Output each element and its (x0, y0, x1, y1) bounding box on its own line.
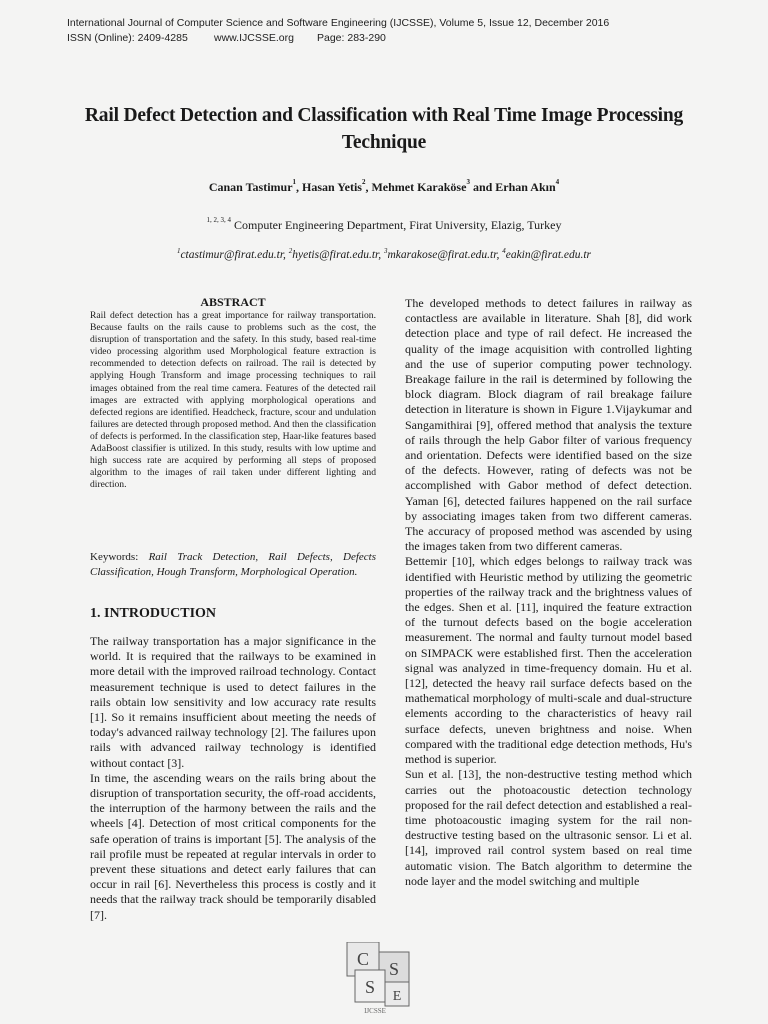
journal-logo (345, 942, 413, 1016)
body-paragraph: Sun et al. [13], the non-destructive testing method which carries out the photoacoustic detection technology proposed for the rail defect detection and established a real-time photoacoustic imaging system for the rail non-destructive testing based on the ultrasonic sensor. Li et al. [14], improved rail control system based on real time automatic vision. The Batch algorithm to determine the node layer and the model switching and multiple (405, 767, 692, 888)
right-column-body (405, 296, 692, 889)
authors: Canan Tastimur$^1$, Hasan Yetis$^2$, Mehmet Karaköse$^3$ and Erhan Akın$^4$ (208, 178, 560, 194)
intro-paragraph: In time, the ascending wears on the rails bring about the disruption of transportation security, the off-road accidents, the interruption of the harmony between the rails and the wheels [4]. Detection of most critical components for the safe operation of trains is important [5]. The analysis of the rail profile must be repeated at regular intervals in order to prevent these situations and detect early failures that can occur in rail [6]. Nevertheless this process is costly and it needs that the railway track should be temporarily disabled [7]. (90, 770, 376, 922)
logo-letter: C (356, 949, 370, 969)
section-heading-introduction: 1. INTRODUCTION (90, 606, 217, 621)
affiliation-marks: 1, 2, 3, 4 (206, 216, 231, 224)
abstract-heading: ABSTRACT (200, 295, 266, 309)
abstract-body: Rail defect detection has a great importance for railway transportation. Because faults on the rails cause to problems such as the cost, the disruption of transportation and the safety. In this study, based real-time video processing algorithm used Morphological feature extraction is recommended to detection defects on railroad. The rail is detected by applying Hough Transform and image processing techniques to rail images obtained from the real time camera. Features of the detected rail images are extracted with applying morphological operations and defected regions are identified. Headcheck, fracture, scour and undulation failures are detected through proposed method. And then the classification of defects is performed. In the classification step, Haar-like features based AdaBoost classifier is utilized. In this study, results with low uptime and high success rate are acquired by performing all steps of proposed algorithm to the images of rail taken under different lighting and direction. (90, 310, 376, 491)
logo-letter: S (388, 959, 400, 979)
body-paragraph: Bettemir [10], which edges belongs to railway track was identified with Heuristic method by utilizing the geometric properties of the railway track and the brightness values of the edges. Shen et al. [11], inquired the feature extraction of the turnout defects based on the bogie acceleration measurement. The normal and faulty turnout model based on SIMPACK were established first. Then the acceleration signal was analyzed in time-frequency domain. Hu et al. [12], detected the heavy rail surface defects based on the mathematical morphology of multi-scale and dual-structure elements according to the characteristics of heavy rail surface defects, uneven brightness and noise. When compared with the traditional edge detection methods, Hu's method is superior. (405, 554, 692, 767)
paper-title: Rail Defect Detection and Classification with Real Time Image Processing Technique (84, 105, 684, 153)
logo-letter: E (392, 989, 402, 1004)
journal-header (67, 16, 609, 46)
affiliation (60, 218, 708, 233)
introduction-body (90, 634, 376, 923)
keywords (90, 550, 376, 580)
author-list (60, 180, 708, 195)
journal-line: International Journal of Computer Science and Software Engineering (IJCSSE), Volume 5, Issue 12, December 2016 (67, 17, 610, 29)
keywords-label: Keywords: (90, 551, 139, 563)
author-emails (60, 249, 708, 261)
logo-letter: S (364, 977, 376, 997)
page-range: Page: 283-290 (317, 32, 386, 44)
website[interactable]: www.IJCSSE.org (214, 32, 294, 44)
affiliation-text: Computer Engineering Department, Firat University, Elazig, Turkey (234, 218, 562, 232)
journal-meta-row (67, 31, 609, 46)
intro-paragraph: The railway transportation has a major significance in the world. It is required that the railways to be examined in more detail with the improved railroad technology. Contact measurement technique is used to detect failures in the rails obtain low sensitivity and low accuracy rate results [1]. So it remains insufficient about meeting the needs of today's advanced railway technology [2]. The failures upon rails with advanced railway technology is identified without contact [3]. (90, 634, 376, 770)
body-paragraph: The developed methods to detect failures in railway as contactless are available in literature. Shah [8], did work detection place and type of rail defect. He increased the quality of the image acquisition with controlled lighting and the use of superior computing power technology. Breakage failure in the rail is determined by following the block diagram. Block diagram of rail breakage failure detection in literature is shown in Figure 1.Vijaykumar and Sangamithirai [9], offered method that analysis the texture of rails through the help Gabor filter of various frequency and orientation. Defects were identified based on the size of the defects. However, rating of defects was not be accomplished with Gabor method of defect detection. Yaman [6], detected failures happened on the rail surface by associating images taken from two different cameras. The accuracy of proposed method was ascended by using the images taken from two different cameras. (405, 296, 692, 554)
emails[interactable]: $^1$ctastimur@firat.edu.tr, $^2$hyetis@firat.edu.tr, $^3$mkarakose@firat.edu.tr, $^4$eakin@firat.edu.tr (176, 247, 592, 261)
logo-caption: IJCSSE (364, 1007, 386, 1015)
issn: ISSN (Online): 2409-4285 (67, 32, 188, 44)
keywords-text: Rail Track Detection, Rail Defects, Defects Classification, Hough Transform, Morphological Operation. (90, 551, 376, 578)
